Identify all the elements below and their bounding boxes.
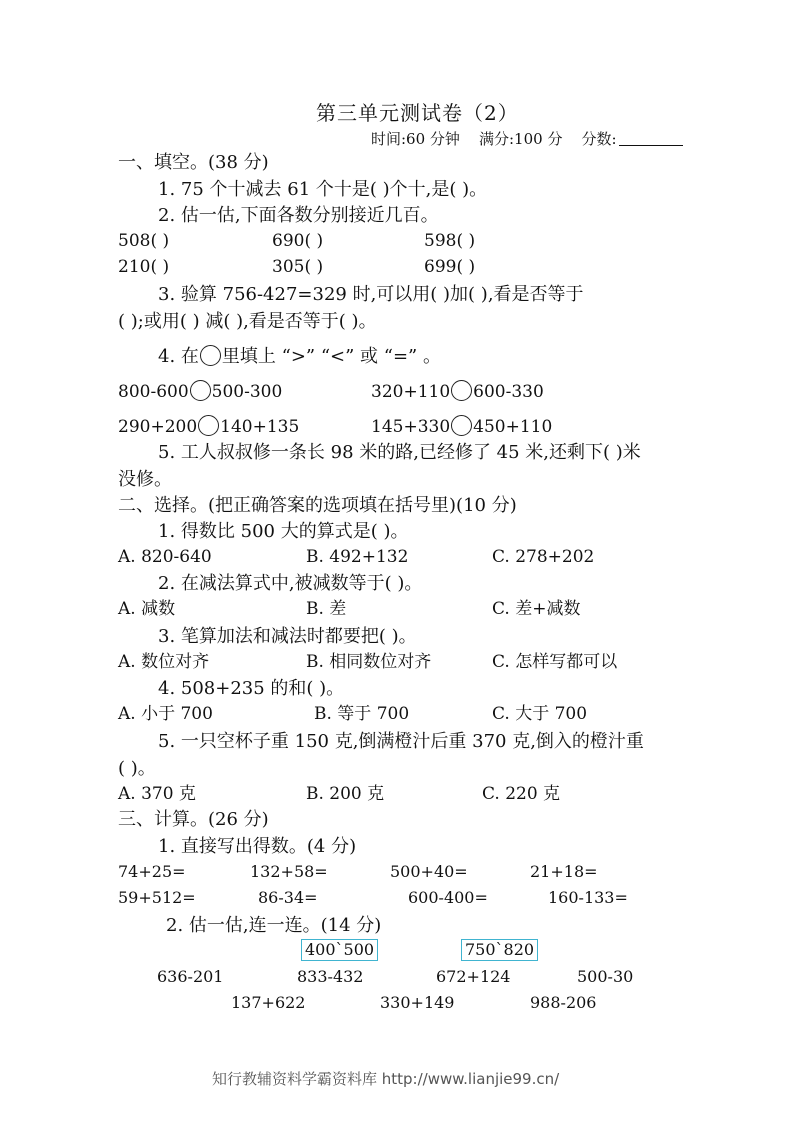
option-a: A. 小于 700: [118, 704, 213, 724]
match-expr: 636-201: [157, 967, 224, 986]
compare-left: 320+110: [371, 382, 451, 402]
s2-q3: 3. 笔算加法和减法时都要把( )。: [158, 626, 417, 647]
match-expr: 500-30: [577, 967, 634, 986]
option-c: C. 220 克: [482, 784, 561, 804]
range-box: 750ˋ820: [461, 939, 538, 961]
circle-blank-icon: [451, 415, 472, 436]
footer-source: 知行教辅资料学霸资料库 http://www.lianjie99.cn/: [212, 1070, 560, 1088]
compare-item: [118, 415, 299, 436]
option-b: B. 相同数位对齐: [306, 652, 432, 672]
s1-q2-item: 699( ): [424, 257, 476, 277]
score-label: 分数:: [581, 130, 617, 148]
calc-item: 160-133=: [548, 888, 628, 907]
compare-right: 140+135: [220, 417, 300, 437]
full-score-label: 满分:100 分: [479, 130, 563, 148]
compare-right: 600-330: [473, 382, 544, 402]
calc-item: 21+18=: [530, 862, 598, 881]
calc-item: 600-400=: [408, 888, 488, 907]
compare-item: [118, 380, 282, 401]
compare-left: 290+200: [118, 417, 198, 437]
option-b: B. 200 克: [306, 784, 385, 804]
s2-q4: 4. 508+235 的和( )。: [158, 678, 345, 699]
s1-q2-item: 508( ): [118, 231, 170, 251]
circle-blank-icon: [451, 380, 472, 401]
circle-blank-icon: [200, 345, 221, 366]
option-b: B. 492+132: [306, 547, 409, 567]
calc-item: 86-34=: [258, 888, 318, 907]
s1-q1: 1. 75 个十减去 61 个十是( )个十,是( )。: [158, 179, 488, 200]
s1-q3-line2: ( );或用( ) 减( ),看是否等于( )。: [118, 311, 377, 332]
match-expr: 330+149: [380, 993, 455, 1012]
match-expr: 988-206: [530, 993, 597, 1012]
match-expr: 833-432: [297, 967, 364, 986]
s3-q1: 1. 直接写出得数。(4 分): [158, 836, 357, 857]
option-c: C. 差+减数: [492, 599, 581, 619]
s2-q2: 2. 在减法算式中,被减数等于( )。: [158, 573, 423, 594]
compare-item: [371, 380, 544, 401]
s1-q2-item: 690( ): [272, 231, 324, 251]
match-expr: 672+124: [436, 967, 511, 986]
option-a: A. 370 克: [118, 784, 196, 804]
calc-item: 74+25=: [118, 862, 186, 881]
compare-right: 450+110: [473, 417, 553, 437]
s1-q5-line1: 5. 工人叔叔修一条长 98 米的路,已经修了 45 米,还剩下( )米: [158, 442, 641, 463]
compare-right: 500-300: [211, 382, 283, 402]
s3-q2: 2. 估一估,连一连。(14 分): [166, 915, 382, 936]
section-1-heading: 一、填空。(38 分): [118, 152, 269, 173]
s1-q2: 2. 估一估,下面各数分别接近几百。: [158, 205, 439, 226]
score-blank: [619, 131, 683, 146]
range-box: 400ˋ500: [301, 939, 378, 961]
section-3-heading: 三、计算。(26 分): [118, 809, 269, 830]
calc-item: 59+512=: [118, 888, 196, 907]
time-label: 时间:60 分钟: [371, 130, 460, 148]
s1-q5-line2: 没修。: [118, 469, 172, 490]
s2-q1: 1. 得数比 500 大的算式是( )。: [158, 521, 409, 542]
s1-q2-item: 210( ): [118, 257, 170, 277]
s2-q5-line2: ( )。: [118, 758, 156, 779]
exam-meta: [371, 131, 683, 147]
circle-blank-icon: [198, 415, 219, 436]
option-a: A. 820-640: [118, 547, 212, 567]
s2-q5-line1: 5. 一只空杯子重 150 克,倒满橙汁后重 370 克,倒入的橙汁重: [158, 731, 644, 752]
compare-left: 145+330: [371, 417, 451, 437]
circle-blank-icon: [190, 380, 211, 401]
calc-item: 132+58=: [250, 862, 328, 881]
option-a: A. 减数: [118, 599, 176, 619]
option-c: C. 278+202: [492, 547, 595, 567]
option-b: B. 差: [306, 599, 347, 619]
option-b: B. 等于 700: [314, 704, 410, 724]
s1-q3-line1: 3. 验算 756-427=329 时,可以用( )加( ),看是否等于: [158, 284, 584, 305]
s1-q4-suffix: 里填上 “>” “<” 或 “=” 。: [221, 346, 441, 367]
option-c: C. 怎样写都可以: [492, 652, 618, 672]
page-title: 第三单元测试卷（2）: [316, 101, 519, 125]
compare-item: [371, 415, 552, 436]
option-c: C. 大于 700: [492, 704, 588, 724]
s1-q4-prefix: 4. 在: [158, 346, 199, 367]
s1-q2-item: 598( ): [424, 231, 476, 251]
s1-q2-item: 305( ): [272, 257, 324, 277]
calc-item: 500+40=: [390, 862, 468, 881]
option-a: A. 数位对齐: [118, 652, 210, 672]
section-2-heading: 二、选择。(把正确答案的选项填在括号里)(10 分): [118, 495, 517, 516]
compare-left: 800-600: [118, 382, 189, 402]
s1-q4: [158, 345, 441, 366]
match-expr: 137+622: [231, 993, 306, 1012]
